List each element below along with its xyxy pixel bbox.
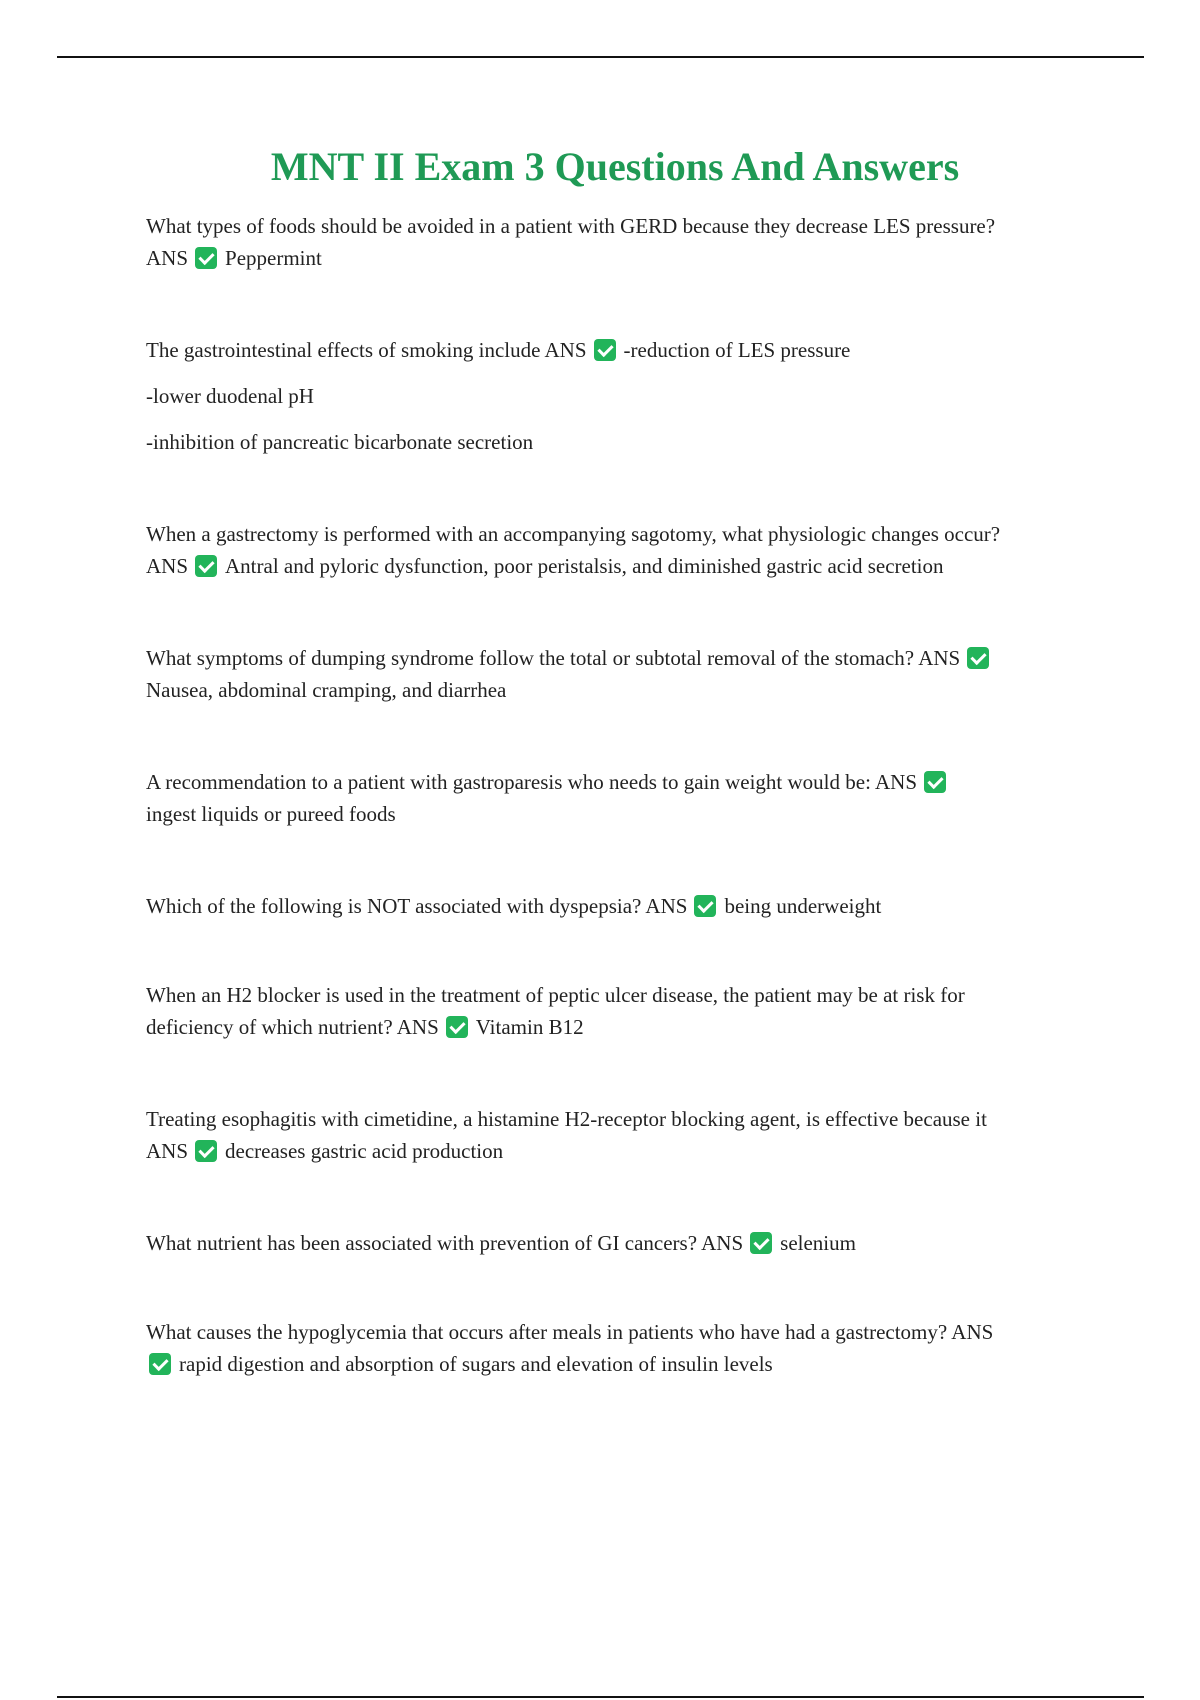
answer-text: being underweight <box>724 894 882 918</box>
answer-text: Peppermint <box>225 246 322 270</box>
question-text: A recommendation to a patient with gastroparesis who needs to gain weight would be: ANS <box>146 770 918 794</box>
check-icon <box>924 771 946 793</box>
answer-text: -reduction of LES pressure <box>623 338 851 362</box>
ans-label: ANS <box>146 1139 189 1163</box>
check-icon <box>967 647 989 669</box>
answer-line <box>146 1135 1096 1167</box>
qa-item-10 <box>146 1316 1096 1380</box>
answer-text: ingest liquids or pureed foods <box>146 802 396 826</box>
check-icon <box>149 1353 171 1375</box>
answer-text: Vitamin B12 <box>475 1015 584 1039</box>
question-text: What types of foods should be avoided in a patient with GERD because they decrease LES pressure? <box>146 214 996 238</box>
answer-text: selenium <box>780 1231 856 1255</box>
check-icon <box>594 339 616 361</box>
question-line <box>146 334 1096 366</box>
question-text: When an H2 blocker is used in the treatment of peptic ulcer disease, the patient may be at risk for <box>146 983 965 1007</box>
question-text: Treating esophagitis with cimetidine, a histamine H2-receptor blocking agent, is effective because it <box>146 1107 987 1131</box>
answer-text: Antral and pyloric dysfunction, poor peristalsis, and diminished gastric acid secretion <box>225 554 944 578</box>
question-text-cont: deficiency of which nutrient? ANS <box>146 1015 439 1039</box>
answer-line <box>146 1011 1096 1043</box>
ans-label: ANS <box>146 554 189 578</box>
question-text: When a gastrectomy is performed with an accompanying sagotomy, what physiologic changes occur? <box>146 522 1001 546</box>
answer-line <box>146 798 1096 830</box>
question-line <box>146 1316 1096 1348</box>
qa-item-2 <box>146 334 1096 458</box>
answer-extra-line: -inhibition of pancreatic bicarbonate secretion <box>146 430 534 454</box>
check-icon <box>195 555 217 577</box>
document-title: MNT II Exam 3 Questions And Answers <box>270 144 960 189</box>
question-text: Which of the following is NOT associated with dyspepsia? ANS <box>146 894 688 918</box>
answer-text: decreases gastric acid production <box>225 1139 504 1163</box>
check-icon <box>195 247 217 269</box>
question-line <box>146 979 1096 1011</box>
qa-item-6 <box>146 890 1096 922</box>
qa-list <box>146 210 1096 1440</box>
check-icon <box>195 1140 217 1162</box>
question-text: What causes the hypoglycemia that occurs after meals in patients who have had a gastrectomy? ANS <box>146 1320 994 1344</box>
top-rule <box>57 56 1144 58</box>
answer-extra-line: -lower duodenal pH <box>146 384 314 408</box>
question-line <box>146 518 1096 550</box>
ans-label: ANS <box>146 246 189 270</box>
question-line <box>146 1103 1096 1135</box>
qa-item-4 <box>146 642 1096 706</box>
qa-item-8 <box>146 1103 1096 1167</box>
answer-line <box>146 242 1096 274</box>
answer-line <box>146 674 1096 706</box>
qa-item-9 <box>146 1227 1096 1259</box>
answer-line <box>146 1348 1096 1380</box>
answer-text: rapid digestion and absorption of sugars and elevation of insulin levels <box>179 1352 773 1376</box>
check-icon <box>694 895 716 917</box>
question-line <box>146 210 1096 242</box>
check-icon <box>446 1016 468 1038</box>
question-line <box>146 766 1096 798</box>
qa-item-3 <box>146 518 1096 582</box>
question-text: What nutrient has been associated with prevention of GI cancers? ANS <box>146 1231 744 1255</box>
answer-line <box>146 550 1096 582</box>
question-text: What symptoms of dumping syndrome follow the total or subtotal removal of the stomach? ANS <box>146 646 961 670</box>
question-text: The gastrointestinal effects of smoking include ANS <box>146 338 587 362</box>
bottom-rule <box>57 1696 1144 1698</box>
answer-text: Nausea, abdominal cramping, and diarrhea <box>146 678 507 702</box>
question-line <box>146 642 1096 674</box>
question-line <box>146 1227 1096 1259</box>
qa-item-5 <box>146 766 1096 830</box>
check-icon <box>750 1232 772 1254</box>
qa-item-7 <box>146 979 1096 1043</box>
qa-item-1 <box>146 210 1096 274</box>
question-line <box>146 890 1096 922</box>
